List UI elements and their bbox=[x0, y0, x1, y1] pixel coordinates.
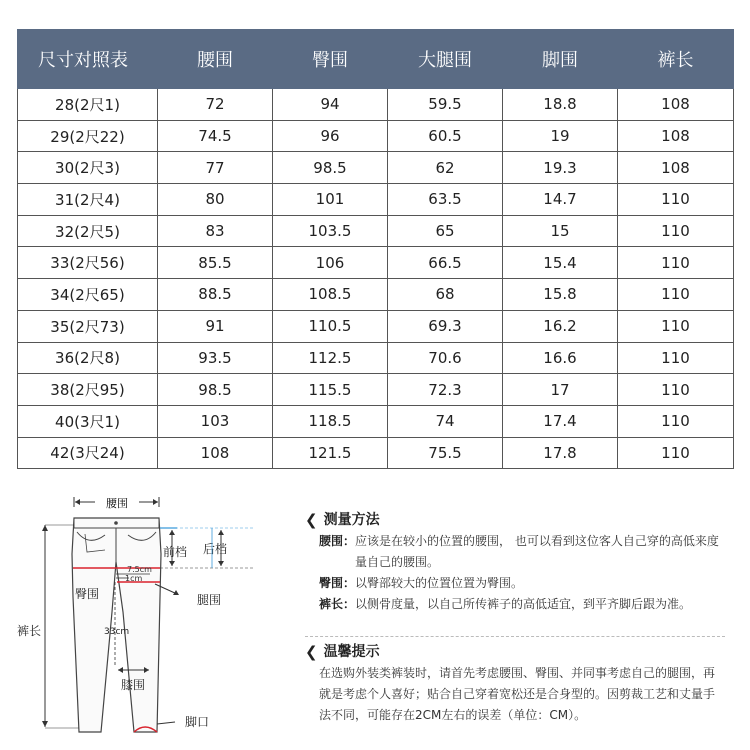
size-cell: 30(2尺3) bbox=[18, 152, 158, 184]
measurement-cell: 108 bbox=[618, 120, 734, 152]
measurement-cell: 112.5 bbox=[273, 342, 388, 374]
measurement-cell: 62 bbox=[388, 152, 503, 184]
size-cell: 40(3尺1) bbox=[18, 405, 158, 437]
measurement-cell: 63.5 bbox=[388, 184, 503, 216]
measurement-cell: 110 bbox=[618, 405, 734, 437]
measure-item-label: 裤长： bbox=[319, 597, 356, 611]
measurement-cell: 70.6 bbox=[388, 342, 503, 374]
size-cell: 32(2尺5) bbox=[18, 215, 158, 247]
measurement-cell: 108.5 bbox=[273, 279, 388, 311]
measurement-cell: 103 bbox=[158, 405, 273, 437]
measurement-cell: 75.5 bbox=[388, 437, 503, 469]
back-rise-label: 后档 bbox=[203, 542, 228, 556]
table-header-cell: 臀围 bbox=[273, 30, 388, 89]
knee-label: 膝围 bbox=[121, 678, 146, 692]
table-row bbox=[18, 405, 734, 437]
chevron-left-icon: ❮ bbox=[305, 642, 318, 661]
measurement-cell: 108 bbox=[618, 89, 734, 121]
measurement-cell: 108 bbox=[618, 152, 734, 184]
measurement-cell: 108 bbox=[158, 437, 273, 469]
measurement-cell: 98.5 bbox=[158, 374, 273, 406]
table-header-cell: 裤长 bbox=[618, 30, 734, 89]
measurement-cell: 72.3 bbox=[388, 374, 503, 406]
measure-1cm-label: 1cm bbox=[125, 574, 143, 583]
measurement-cell: 110.5 bbox=[273, 310, 388, 342]
pants-measurement-diagram bbox=[17, 492, 272, 744]
measurement-cell: 98.5 bbox=[273, 152, 388, 184]
table-row bbox=[18, 374, 734, 406]
table-header-row bbox=[18, 30, 734, 89]
measurement-cell: 93.5 bbox=[158, 342, 273, 374]
measurement-cell: 15 bbox=[503, 215, 618, 247]
table-row bbox=[18, 120, 734, 152]
measurement-cell: 68 bbox=[388, 279, 503, 311]
table-row bbox=[18, 152, 734, 184]
length-label: 裤长 bbox=[17, 624, 42, 638]
table-header-cell: 尺寸对照表 bbox=[18, 30, 158, 89]
measurement-cell: 121.5 bbox=[273, 437, 388, 469]
measure-item-text: 以臀部较大的位置位置为臀围。 bbox=[355, 576, 524, 590]
measurement-cell: 69.3 bbox=[388, 310, 503, 342]
measurement-cell: 101 bbox=[273, 184, 388, 216]
measurement-cell: 118.5 bbox=[273, 405, 388, 437]
table-header-cell: 脚围 bbox=[503, 30, 618, 89]
measurement-cell: 110 bbox=[618, 247, 734, 279]
measurement-cell: 17 bbox=[503, 374, 618, 406]
size-cell: 28(2尺1) bbox=[18, 89, 158, 121]
measurement-cell: 96 bbox=[273, 120, 388, 152]
front-rise-label: 前档 bbox=[163, 545, 188, 559]
measurement-cell: 80 bbox=[158, 184, 273, 216]
measurement-cell: 91 bbox=[158, 310, 273, 342]
table-row bbox=[18, 247, 734, 279]
table-row bbox=[18, 184, 734, 216]
measurement-cell: 110 bbox=[618, 184, 734, 216]
table-header-cell: 大腿围 bbox=[388, 30, 503, 89]
tips-section bbox=[305, 641, 725, 726]
measurement-cell: 15.8 bbox=[503, 279, 618, 311]
measurement-cell: 77 bbox=[158, 152, 273, 184]
tips-heading bbox=[305, 641, 725, 663]
tips-text: 在选购外装类裤装时，请首先考虑腰围、臀围、并同事考虑自己的腿围，再就是考虑个人喜好；贴合自己穿着宽松还是合身型的。因剪裁工艺和丈量手法不同，可能存在2CM左右的误差（单位：CM）。 bbox=[319, 666, 716, 722]
measure-item-text: 应该是在较小的位置的腰围， 也可以看到这位客人自己穿的高低来度量自己的腰围。 bbox=[355, 534, 719, 569]
table-row bbox=[18, 310, 734, 342]
measurement-cell: 110 bbox=[618, 342, 734, 374]
measurement-cell: 72 bbox=[158, 89, 273, 121]
chevron-left-icon: ❮ bbox=[305, 510, 318, 529]
size-cell: 35(2尺73) bbox=[18, 310, 158, 342]
table-row bbox=[18, 279, 734, 311]
size-cell: 33(2尺56) bbox=[18, 247, 158, 279]
measurement-cell: 106 bbox=[273, 247, 388, 279]
table-header-cell: 腰围 bbox=[158, 30, 273, 89]
hip-label: 臀围 bbox=[75, 587, 100, 601]
measure-heading bbox=[305, 509, 725, 531]
measurement-cell: 103.5 bbox=[273, 215, 388, 247]
waist-label: 腰围 bbox=[106, 497, 128, 510]
measurement-cell: 88.5 bbox=[158, 279, 273, 311]
measurement-cell: 14.7 bbox=[503, 184, 618, 216]
thigh-label: 腿围 bbox=[197, 593, 222, 607]
measurement-cell: 110 bbox=[618, 310, 734, 342]
measurement-cell: 110 bbox=[618, 279, 734, 311]
measure-section bbox=[305, 509, 725, 615]
measurement-cell: 17.8 bbox=[503, 437, 618, 469]
measurement-cell: 19 bbox=[503, 120, 618, 152]
size-cell: 38(2尺95) bbox=[18, 374, 158, 406]
measurement-cell: 74 bbox=[388, 405, 503, 437]
measurement-cell: 16.6 bbox=[503, 342, 618, 374]
size-cell: 31(2尺4) bbox=[18, 184, 158, 216]
table-row bbox=[18, 215, 734, 247]
measurement-cell: 110 bbox=[618, 437, 734, 469]
section-divider bbox=[305, 636, 725, 637]
measure-item bbox=[319, 531, 725, 573]
table-row bbox=[18, 342, 734, 374]
measure-item-label: 臀围： bbox=[319, 576, 356, 590]
table-row bbox=[18, 437, 734, 469]
hem-label: 脚口 bbox=[185, 715, 210, 729]
measurement-cell: 115.5 bbox=[273, 374, 388, 406]
tips-title: 温馨提示 bbox=[323, 643, 380, 660]
measure-33cm-label: 33cm bbox=[104, 627, 130, 637]
measurement-cell: 65 bbox=[388, 215, 503, 247]
measure-75cm-label: 7.5cm bbox=[127, 565, 152, 574]
size-cell: 34(2尺65) bbox=[18, 279, 158, 311]
measurement-cell: 17.4 bbox=[503, 405, 618, 437]
size-cell: 42(3尺24) bbox=[18, 437, 158, 469]
measurement-cell: 110 bbox=[618, 374, 734, 406]
measure-item bbox=[319, 594, 725, 615]
measurement-cell: 66.5 bbox=[388, 247, 503, 279]
measurement-cell: 94 bbox=[273, 89, 388, 121]
size-chart-table bbox=[17, 29, 734, 469]
measurement-cell: 110 bbox=[618, 215, 734, 247]
measurement-cell: 60.5 bbox=[388, 120, 503, 152]
measurement-cell: 19.3 bbox=[503, 152, 618, 184]
measure-item bbox=[319, 573, 725, 594]
measurement-cell: 85.5 bbox=[158, 247, 273, 279]
measurement-cell: 16.2 bbox=[503, 310, 618, 342]
measurement-cell: 83 bbox=[158, 215, 273, 247]
measure-title: 测量方法 bbox=[323, 511, 380, 528]
measurement-cell: 15.4 bbox=[503, 247, 618, 279]
size-cell: 29(2尺22) bbox=[18, 120, 158, 152]
measure-item-text: 以侧骨度量，以自己所传裤子的高低适宜，到平齐脚后跟为准。 bbox=[355, 597, 692, 611]
size-cell: 36(2尺8) bbox=[18, 342, 158, 374]
measurement-cell: 18.8 bbox=[503, 89, 618, 121]
measurement-cell: 59.5 bbox=[388, 89, 503, 121]
measure-item-label: 腰围： bbox=[319, 534, 356, 548]
measurement-cell: 74.5 bbox=[158, 120, 273, 152]
table-row bbox=[18, 89, 734, 121]
